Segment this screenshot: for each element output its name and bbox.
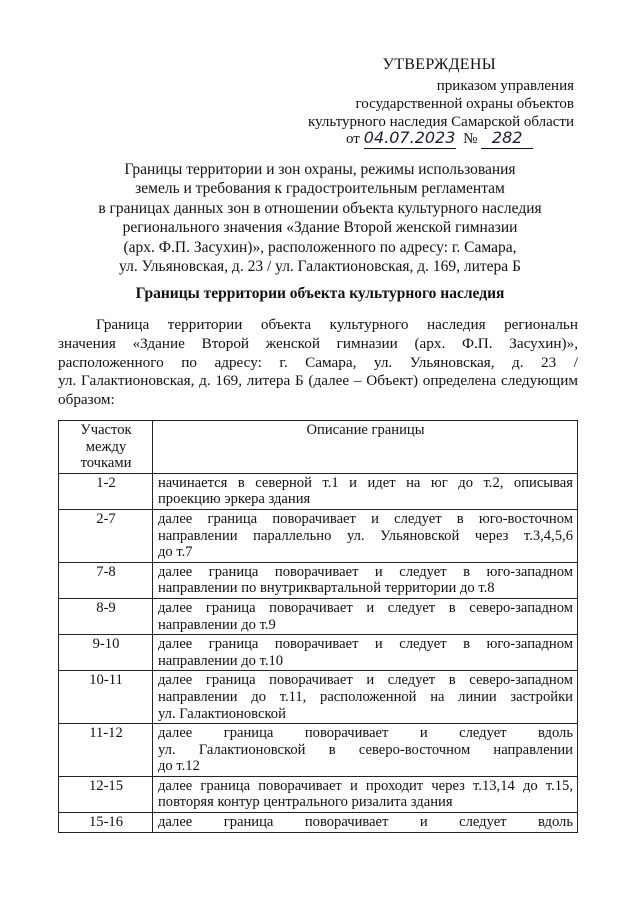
- approval-title: УТВЕРЖДЕНЫ: [382, 56, 496, 73]
- table-row: [59, 473, 578, 509]
- paragraph-line: значения «Здание Второй женской гимназии (арх. Ф.П. Засухин)»,: [58, 334, 578, 352]
- boundary-table: [58, 420, 578, 833]
- table-row: [59, 813, 578, 833]
- description-cell: далее граница поворачивает и следует в юго-восточном направлении параллельно ул. Ульяновской через т.3,4,5,6 до т.7: [153, 509, 578, 562]
- title-line: в границах данных зон в отношении объекта культурного наследия: [98, 199, 542, 217]
- description-cell: далее граница поворачивает и следует вдоль: [153, 813, 578, 833]
- table-row: [59, 776, 578, 812]
- paragraph-line: Граница территории объекта культурного наследия региональн: [96, 316, 578, 333]
- intro-paragraph: [58, 316, 578, 410]
- paragraph-line: образом:: [58, 391, 115, 409]
- title-line: ул. Ульяновская, д. 23 / ул. Галактионовская, д. 169, литера Б: [119, 258, 521, 276]
- table-header-row: [59, 421, 578, 474]
- segment-cell: 15-16: [59, 813, 153, 833]
- table-row: [59, 598, 578, 634]
- table-row: [59, 671, 578, 724]
- approval-line: приказом управления: [436, 78, 574, 94]
- table-row: [59, 635, 578, 671]
- segment-cell: 10-11: [59, 671, 153, 724]
- title-line: (арх. Ф.П. Засухин)», расположенного по адресу: г. Самара,: [123, 238, 517, 256]
- approval-line: культурного наследия Самарской области: [308, 114, 574, 130]
- description-cell: далее граница поворачивает и следует в северо-западном направлении до т.11, расположенной на линии застройки ул. Галактионовской: [153, 671, 578, 724]
- description-cell: начинается в северной т.1 и идет на юг до т.2, описывая проекцию эркера здания: [153, 473, 578, 509]
- segment-cell: 11-12: [59, 724, 153, 777]
- segment-cell: 1-2: [59, 473, 153, 509]
- description-cell: далее граница поворачивает и следует в северо-западном направлении до т.9: [153, 598, 578, 634]
- description-cell: далее граница поворачивает и проходит через т.13,14 до т.15, повторяя контур центрального ризалита здания: [153, 776, 578, 812]
- approval-block: [274, 56, 574, 131]
- table-row: [59, 562, 578, 598]
- approval-line: государственной охраны объектов: [355, 96, 574, 112]
- description-cell: далее граница поворачивает и следует вдоль ул. Галактионовской в северо-восточном направлении до т.12: [153, 724, 578, 777]
- number-prefix: №: [463, 131, 478, 147]
- table-row: [59, 509, 578, 562]
- table-row: [59, 724, 578, 777]
- title-line: Границы территории и зон охраны, режимы использования: [124, 161, 516, 178]
- title-line: земель и требования к градостроительным регламентам: [135, 180, 505, 198]
- description-cell: далее граница поворачивает и следует в юго-западном направлении до т.10: [153, 635, 578, 671]
- header-segment: Участок между точками: [59, 421, 153, 474]
- document-title: [80, 160, 560, 276]
- section-heading: Границы территории объекта культурного наследия: [135, 285, 505, 302]
- title-line: регионального значения «Здание Второй женской гимназии: [122, 219, 518, 237]
- segment-cell: 2-7: [59, 509, 153, 562]
- header-description: Описание границы: [153, 421, 578, 474]
- handwritten-date: 04.07.2023: [363, 128, 456, 147]
- paragraph-line: ул. Галактионовская, д. 169, литера Б (далее – Объект) определена следующим: [58, 372, 578, 390]
- segment-cell: 7-8: [59, 562, 153, 598]
- date-prefix: от: [346, 131, 360, 147]
- order-date-number: [346, 128, 586, 149]
- description-cell: далее граница поворачивает и следует в юго-западном направлении по внутриквартальной территории до т.8: [153, 562, 578, 598]
- segment-cell: 12-15: [59, 776, 153, 812]
- segment-cell: 9-10: [59, 635, 153, 671]
- handwritten-number: 282: [491, 128, 523, 147]
- paragraph-line: расположенного по адресу: г. Самара, ул. Ульяновская, д. 23 /: [58, 353, 578, 371]
- segment-cell: 8-9: [59, 598, 153, 634]
